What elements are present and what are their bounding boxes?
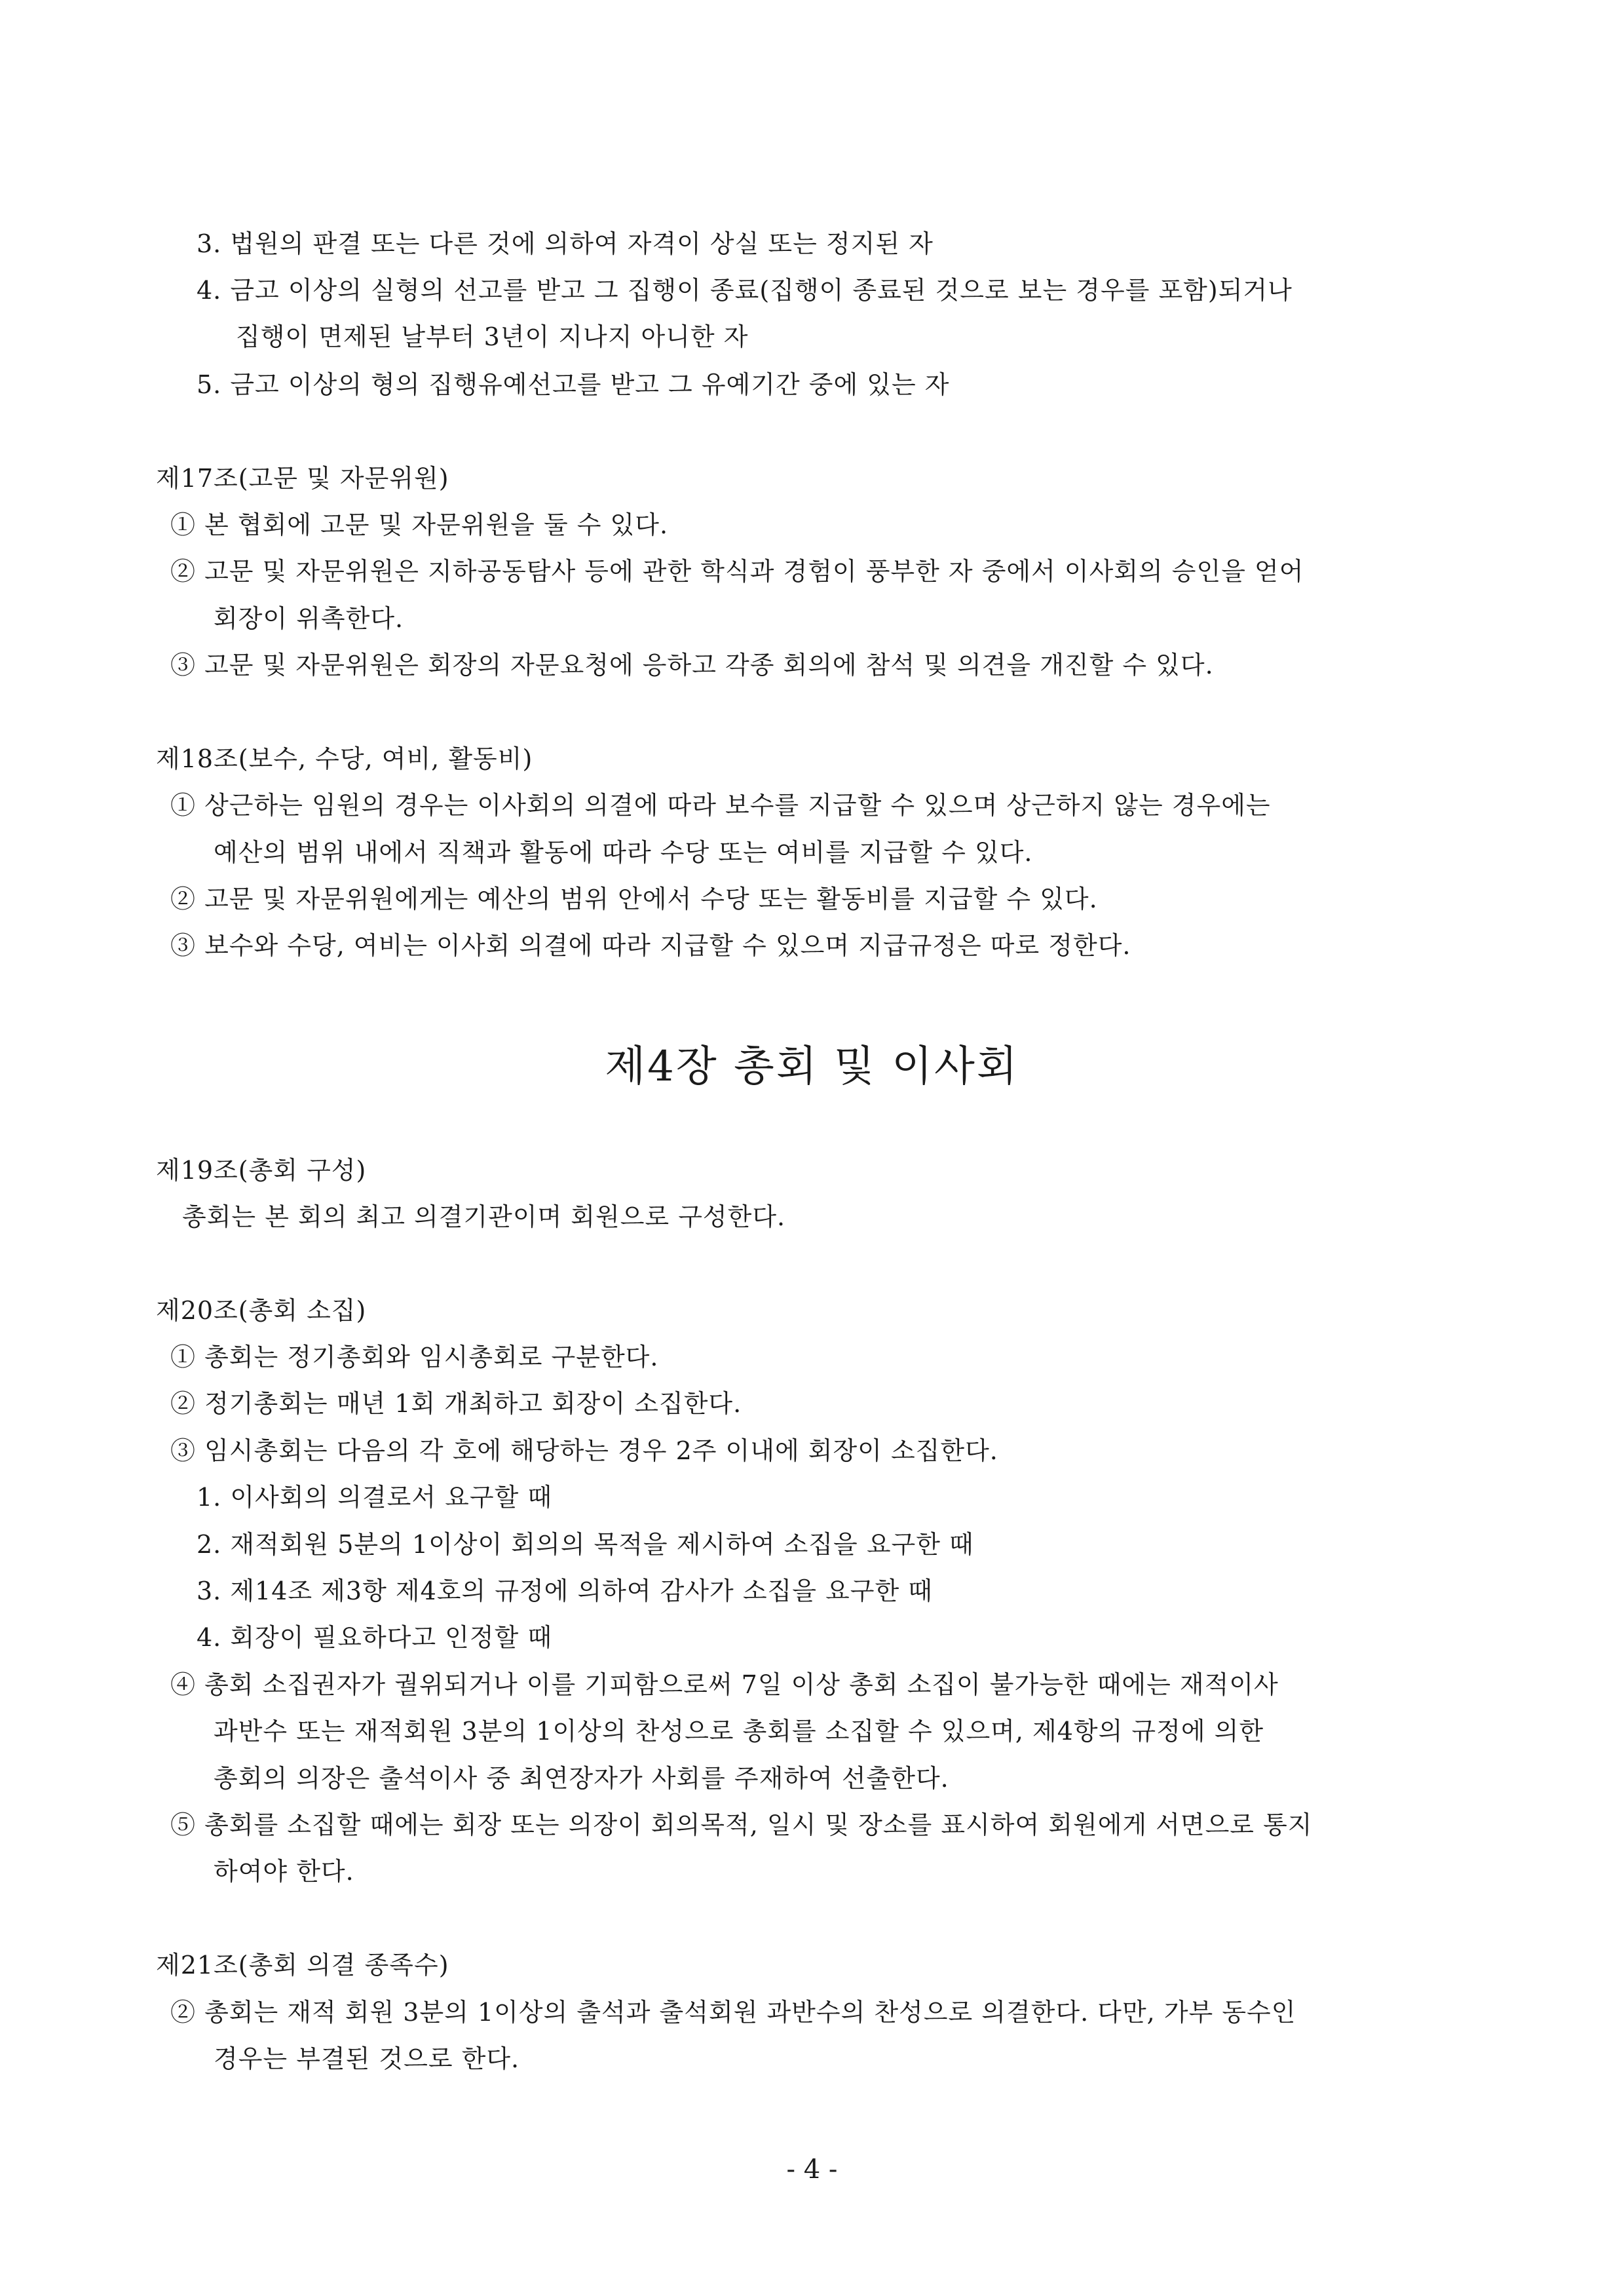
list-item: 5. 금고 이상의 형의 집행유예선고를 받고 그 유예기간 중에 있는 자 [197, 370, 950, 399]
clause: ② 총회는 재적 회원 3분의 1이상의 출석과 출석회원 과반수의 찬성으로 의결한다. 다만, 가부 동수인 [170, 1998, 1296, 2027]
clause-continuation: 과반수 또는 재적회원 3분의 1이상의 찬성으로 총회를 소집할 수 있으며, 제4항의 규정에 의한 [214, 1717, 1264, 1746]
article-18-title: 제18조(보수, 수당, 여비, 활동비) [156, 744, 533, 773]
list-item: 4. 회장이 필요하다고 인정할 때 [197, 1623, 553, 1652]
clause: ① 본 협회에 고문 및 자문위원을 둘 수 있다. [170, 510, 669, 539]
clause: ② 고문 및 자문위원에게는 예산의 범위 안에서 수당 또는 활동비를 지급할 수 있다. [170, 885, 1098, 913]
list-item: 1. 이사회의 의결로서 요구할 때 [197, 1483, 553, 1512]
clause: ③ 고문 및 자문위원은 회장의 자문요청에 응하고 각종 회의에 참석 및 의견을 개진할 수 있다. [170, 651, 1214, 679]
clause: ② 정기총회는 매년 1회 개최하고 회장이 소집한다. [170, 1389, 742, 1418]
clause: ① 총회는 정기총회와 임시총회로 구분한다. [170, 1343, 659, 1371]
clause: ⑤ 총회를 소집할 때에는 회장 또는 의장이 회의목적, 일시 및 장소를 표시하여 회원에게 서면으로 통지 [170, 1810, 1313, 1839]
clause: ① 상근하는 임원의 경우는 이사회의 의결에 따라 보수를 지급할 수 있으며 상근하지 않는 경우에는 [170, 791, 1271, 820]
list-item: 3. 법원의 판결 또는 다른 것에 의하여 자격이 상실 또는 정지된 자 [197, 229, 934, 258]
article-21-title: 제21조(총회 의결 종족수) [156, 1951, 449, 1980]
clause: ③ 보수와 수당, 여비는 이사회 의결에 따라 지급할 수 있으며 지급규정은 따로 정한다. [170, 931, 1131, 960]
paragraph: 총회는 본 회의 최고 의결기관이며 회원으로 구성한다. [182, 1202, 786, 1231]
clause-continuation: 총회의 의장은 출석이사 중 최연장자가 사회를 주재하여 선출한다. [214, 1764, 949, 1793]
page-number: - 4 - [786, 2154, 838, 2185]
clause-continuation: 경우는 부결된 것으로 한다. [214, 2044, 520, 2073]
list-item: 4. 금고 이상의 실형의 선고를 받고 그 집행이 종료(집행이 종료된 것으로 보는 경우를 포함)되거나 [197, 276, 1293, 305]
clause: ② 고문 및 자문위원은 지하공동탐사 등에 관한 학식과 경험이 풍부한 자 중에서 이사회의 승인을 얻어 [170, 557, 1304, 586]
list-item: 2. 재적회원 5분의 1이상이 회의의 목적을 제시하여 소집을 요구한 때 [197, 1530, 974, 1559]
article-17-title: 제17조(고문 및 자문위원) [156, 464, 449, 493]
chapter-title: 제4장 총회 및 이사회 [605, 1043, 1019, 1091]
article-19-title: 제19조(총회 구성) [156, 1156, 367, 1185]
clause-continuation: 회장이 위촉한다. [214, 604, 404, 633]
article-20-title: 제20조(총회 소집) [156, 1296, 367, 1325]
list-item-continuation: 집행이 면제된 날부터 3년이 지나지 아니한 자 [236, 322, 749, 351]
clause: ③ 임시총회는 다음의 각 호에 해당하는 경우 2주 이내에 회장이 소집한다. [170, 1436, 998, 1465]
clause: ④ 총회 소집권자가 궐위되거나 이를 기피함으로써 7일 이상 총회 소집이 불가능한 때에는 재적이사 [170, 1670, 1279, 1699]
list-item: 3. 제14조 제3항 제4호의 규정에 의하여 감사가 소집을 요구한 때 [197, 1577, 933, 1605]
clause-continuation: 하여야 한다. [214, 1857, 354, 1886]
clause-continuation: 예산의 범위 내에서 직책과 활동에 따라 수당 또는 여비를 지급할 수 있다. [214, 838, 1033, 867]
